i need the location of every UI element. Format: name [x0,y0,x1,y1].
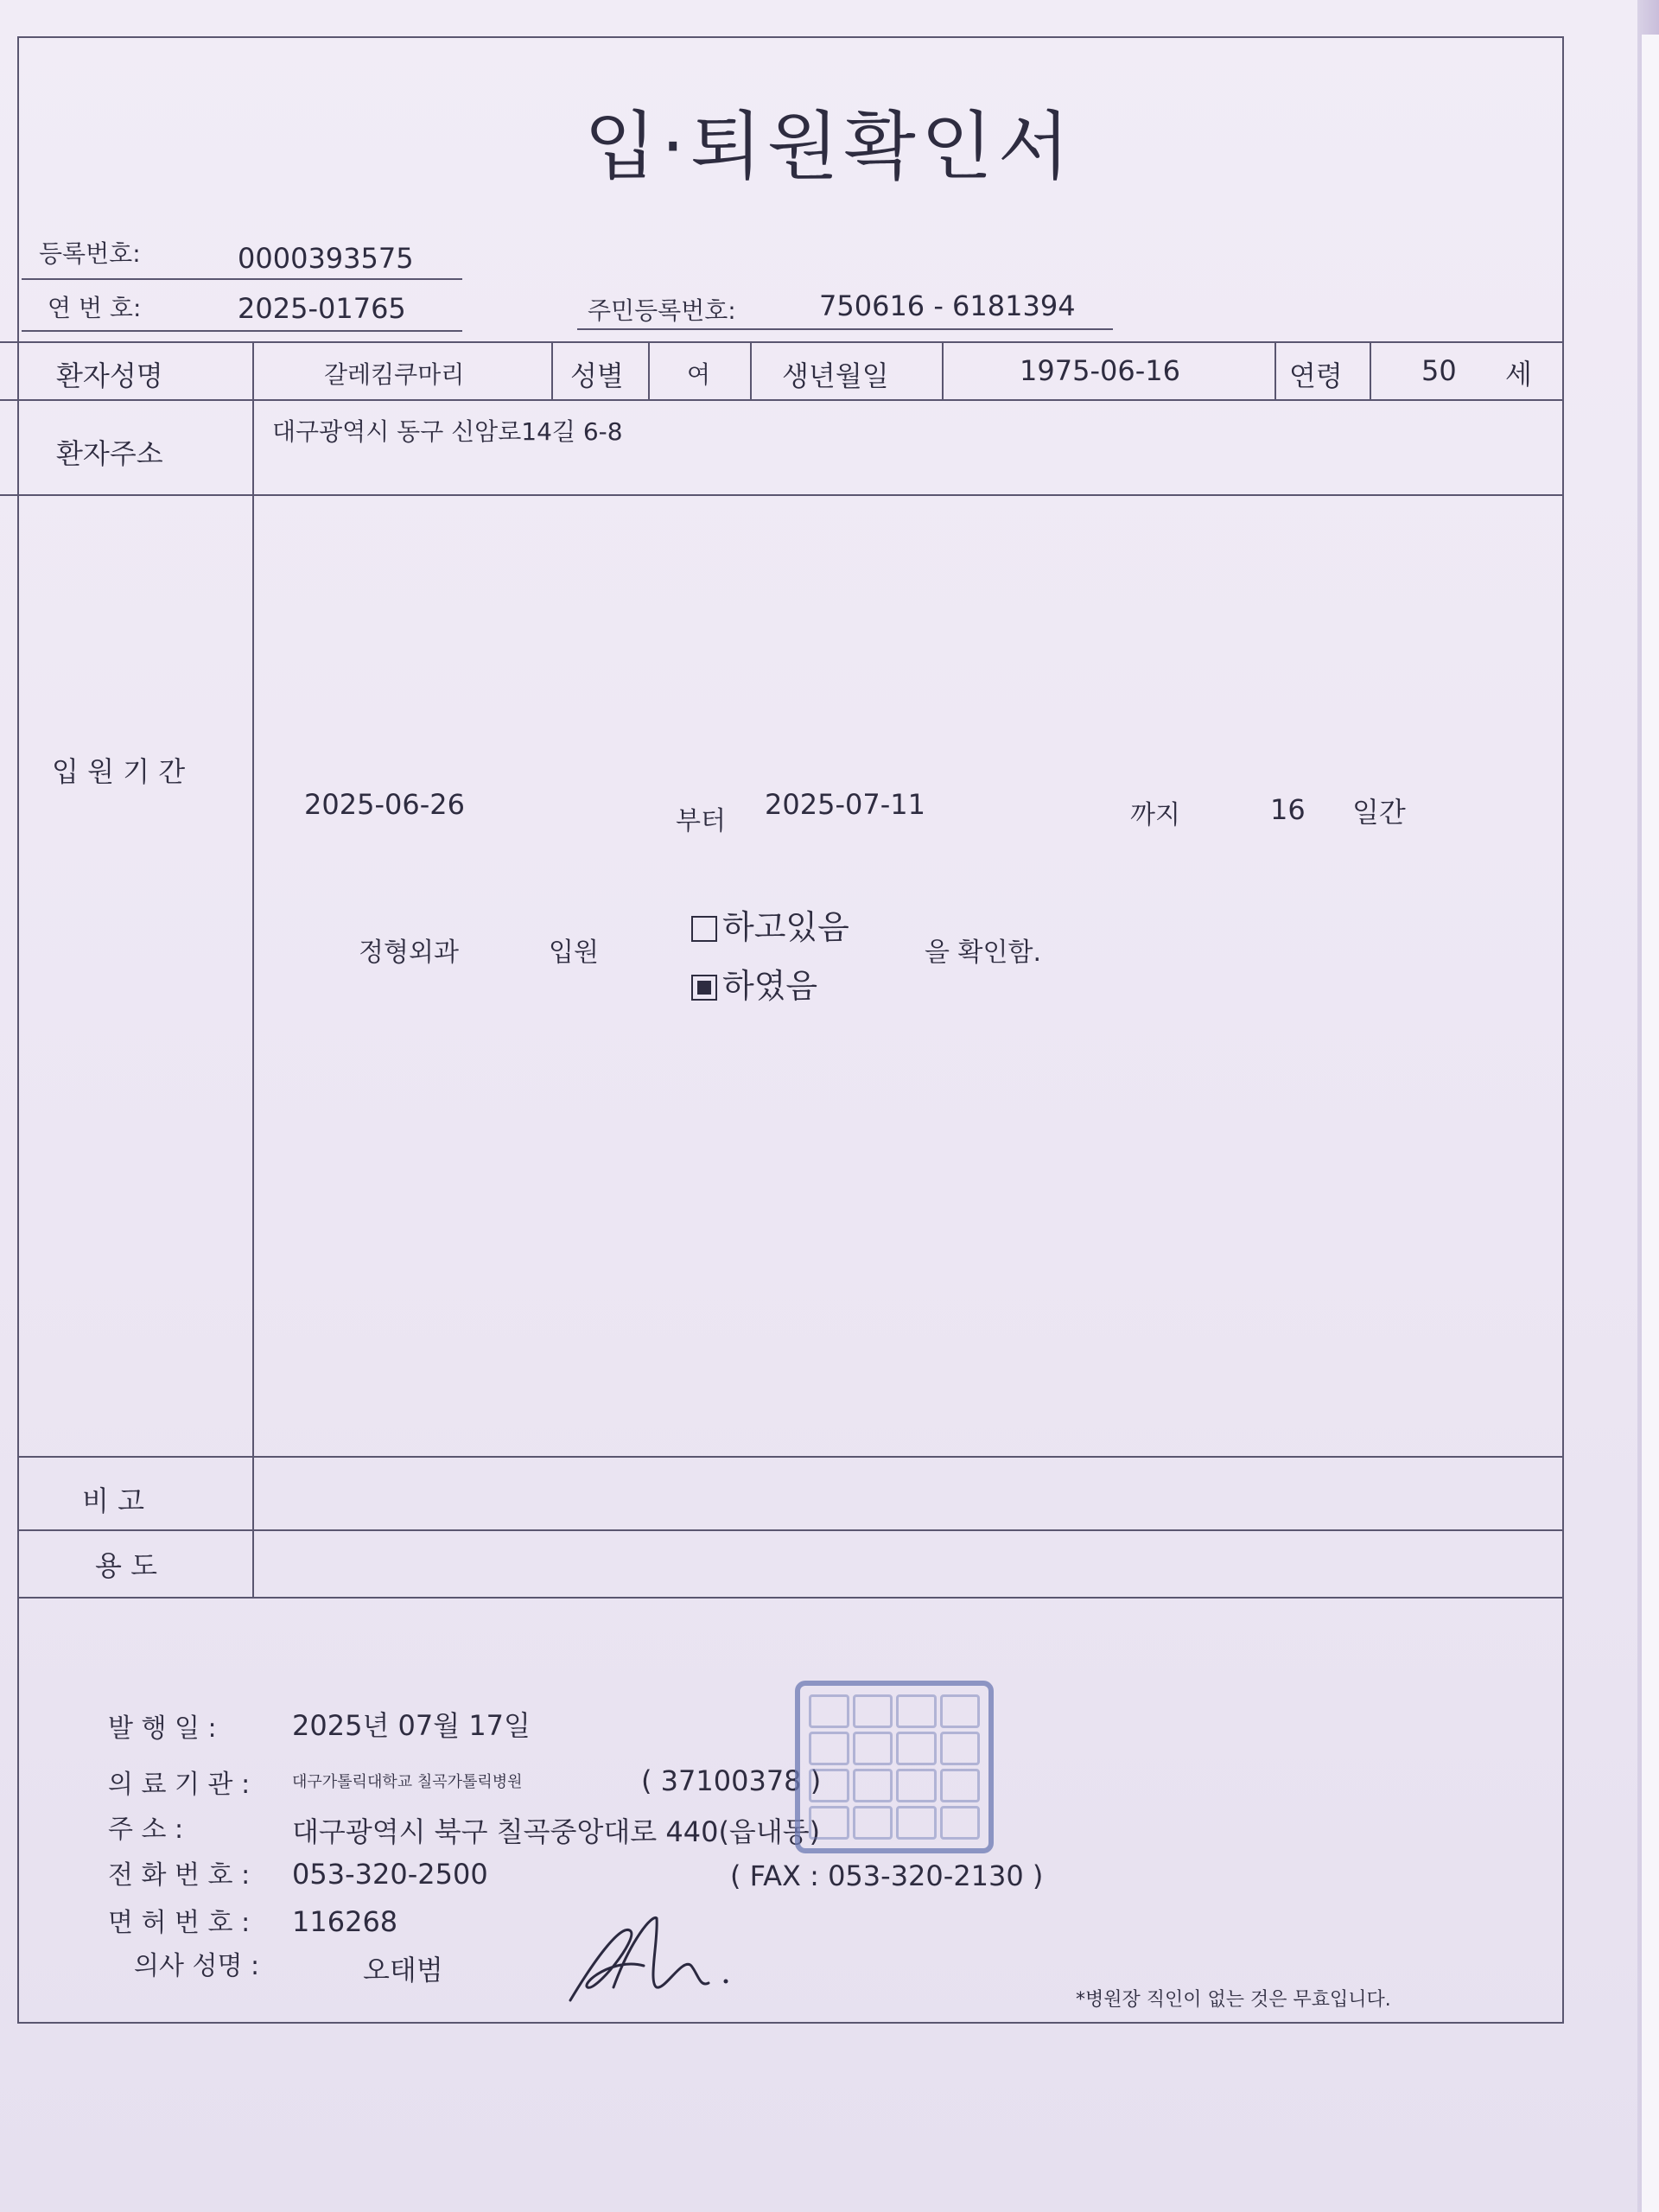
doctor-label: 의사 성명 : [134,1951,260,1981]
reg-no-underline [22,278,462,280]
issue-date-label: 발 행 일 : [108,1713,217,1744]
rrn-value: 750616 - 6181394 [819,289,1076,322]
admission-end-date: 2025-07-11 [765,788,925,821]
document-title: 입·퇴원확인서 [584,104,1075,190]
age-label: 연령 [1289,359,1343,392]
reg-no-label: 등록번호: [39,239,141,268]
document-frame [17,36,1564,2024]
institution-code: ( 37100378 ) [641,1764,822,1797]
patient-address-label: 환자주소 [56,437,163,470]
patient-name-value: 갈레킴쿠마리 [324,360,465,389]
col-line-age-val [1370,341,1371,399]
admission-days: 16 [1270,793,1306,826]
confirm-text: 을 확인함. [925,938,1041,968]
from-label: 부터 [676,806,726,836]
seal-text [800,1686,988,1848]
age-unit: 세 [1505,358,1532,391]
days-unit: 일간 [1352,796,1406,829]
remarks-label: 비 고 [82,1484,144,1517]
col-line-dob [750,341,752,399]
hospital-seal [795,1681,994,1853]
option-done-label: 하였음 [722,967,818,1005]
page-edge-strip [1642,35,1659,2212]
remarks-row-line [17,1529,1562,1531]
admission-type: 입원 [549,938,599,968]
to-label: 까지 [1130,800,1180,830]
ongoing-checkbox [691,916,717,942]
fax-value: ( FAX : 053-320-2130 ) [730,1859,1044,1892]
age-value: 50 [1421,354,1457,387]
admission-period-label: 입 원 기 간 [52,755,186,788]
label-col-line [252,341,254,1597]
serial-value: 2025-01765 [238,292,406,325]
reg-no-value: 0000393575 [238,242,414,275]
doctor-name: 오태범 [363,1954,443,1986]
dob-label: 생년월일 [782,359,889,392]
patient-address-value: 대구광역시 동구 신암로14길 6-8 [272,417,623,446]
institution-value: 대구가톨릭대학교 칠곡가톨릭병원 [292,1773,523,1791]
validity-notice: *병원장 직인이 없는 것은 무효입니다. [1076,1989,1391,2011]
institution-label: 의 료 기 관 : [108,1770,251,1800]
address-row-line [0,494,1562,496]
license-value: 116268 [292,1905,398,1938]
address-label: 주 소 : [108,1815,184,1845]
purpose-label: 용 도 [95,1549,157,1582]
dob-value: 1975-06-16 [1020,354,1180,387]
serial-label: 연 번 호: [48,294,142,322]
department-value: 정형외과 [359,938,459,968]
phone-label: 전 화 번 호 : [108,1860,251,1891]
option-done [691,959,817,1007]
option-ongoing-label: 하고있음 [722,908,849,946]
purpose-row-line [17,1597,1562,1599]
phone-value: 053-320-2500 [292,1858,488,1891]
col-line-sex-val [648,341,650,399]
patient-name-label: 환자성명 [56,359,163,392]
license-label: 면 허 번 호 : [108,1908,251,1938]
period-row-line [17,1456,1562,1458]
serial-underline [22,330,462,332]
option-ongoing [691,900,849,948]
admission-start-date: 2025-06-26 [304,788,465,821]
issue-date-value: 2025년 07월 17일 [292,1709,531,1742]
table-top-line [0,341,1562,343]
institution-address: 대구광역시 북구 칠곡중앙대로 440(읍내동) [292,1815,821,1848]
done-checkbox [691,975,717,1001]
sex-label: 성별 [570,359,624,392]
sex-value: 여 [687,360,711,389]
col-line-age [1274,341,1276,399]
col-line-dob-val [942,341,944,399]
rrn-label: 주민등록번호: [588,296,736,325]
rrn-underline [577,328,1113,330]
col-line-sex [551,341,553,399]
doctor-signature [562,1905,734,2009]
patient-row-line [0,399,1562,401]
